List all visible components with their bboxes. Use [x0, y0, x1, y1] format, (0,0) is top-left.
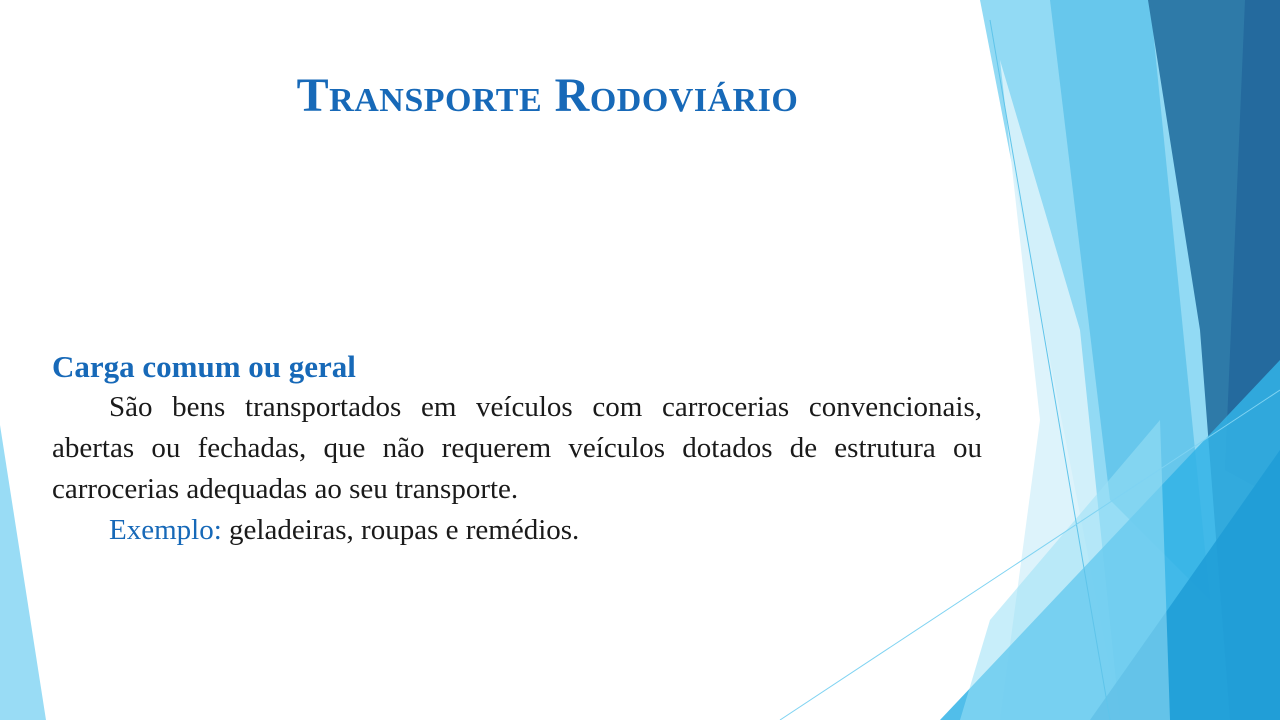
body-paragraph: São bens transportados em veículos com carrocerias convencionais, abertas ou fechadas, que não requerem veículos dotados de estrutura ou carrocerias adequadas ao seu transporte.	[52, 391, 982, 505]
page-title: Transporte Rodoviário	[296, 69, 799, 122]
example-line	[52, 510, 982, 551]
example-text: geladeiras, roupas e remédios.	[229, 514, 580, 546]
example-label: Exemplo:	[109, 514, 222, 546]
section-heading: Carga comum ou geral	[52, 349, 356, 384]
slide-content	[52, 347, 982, 551]
left-edge-shape	[0, 425, 46, 720]
